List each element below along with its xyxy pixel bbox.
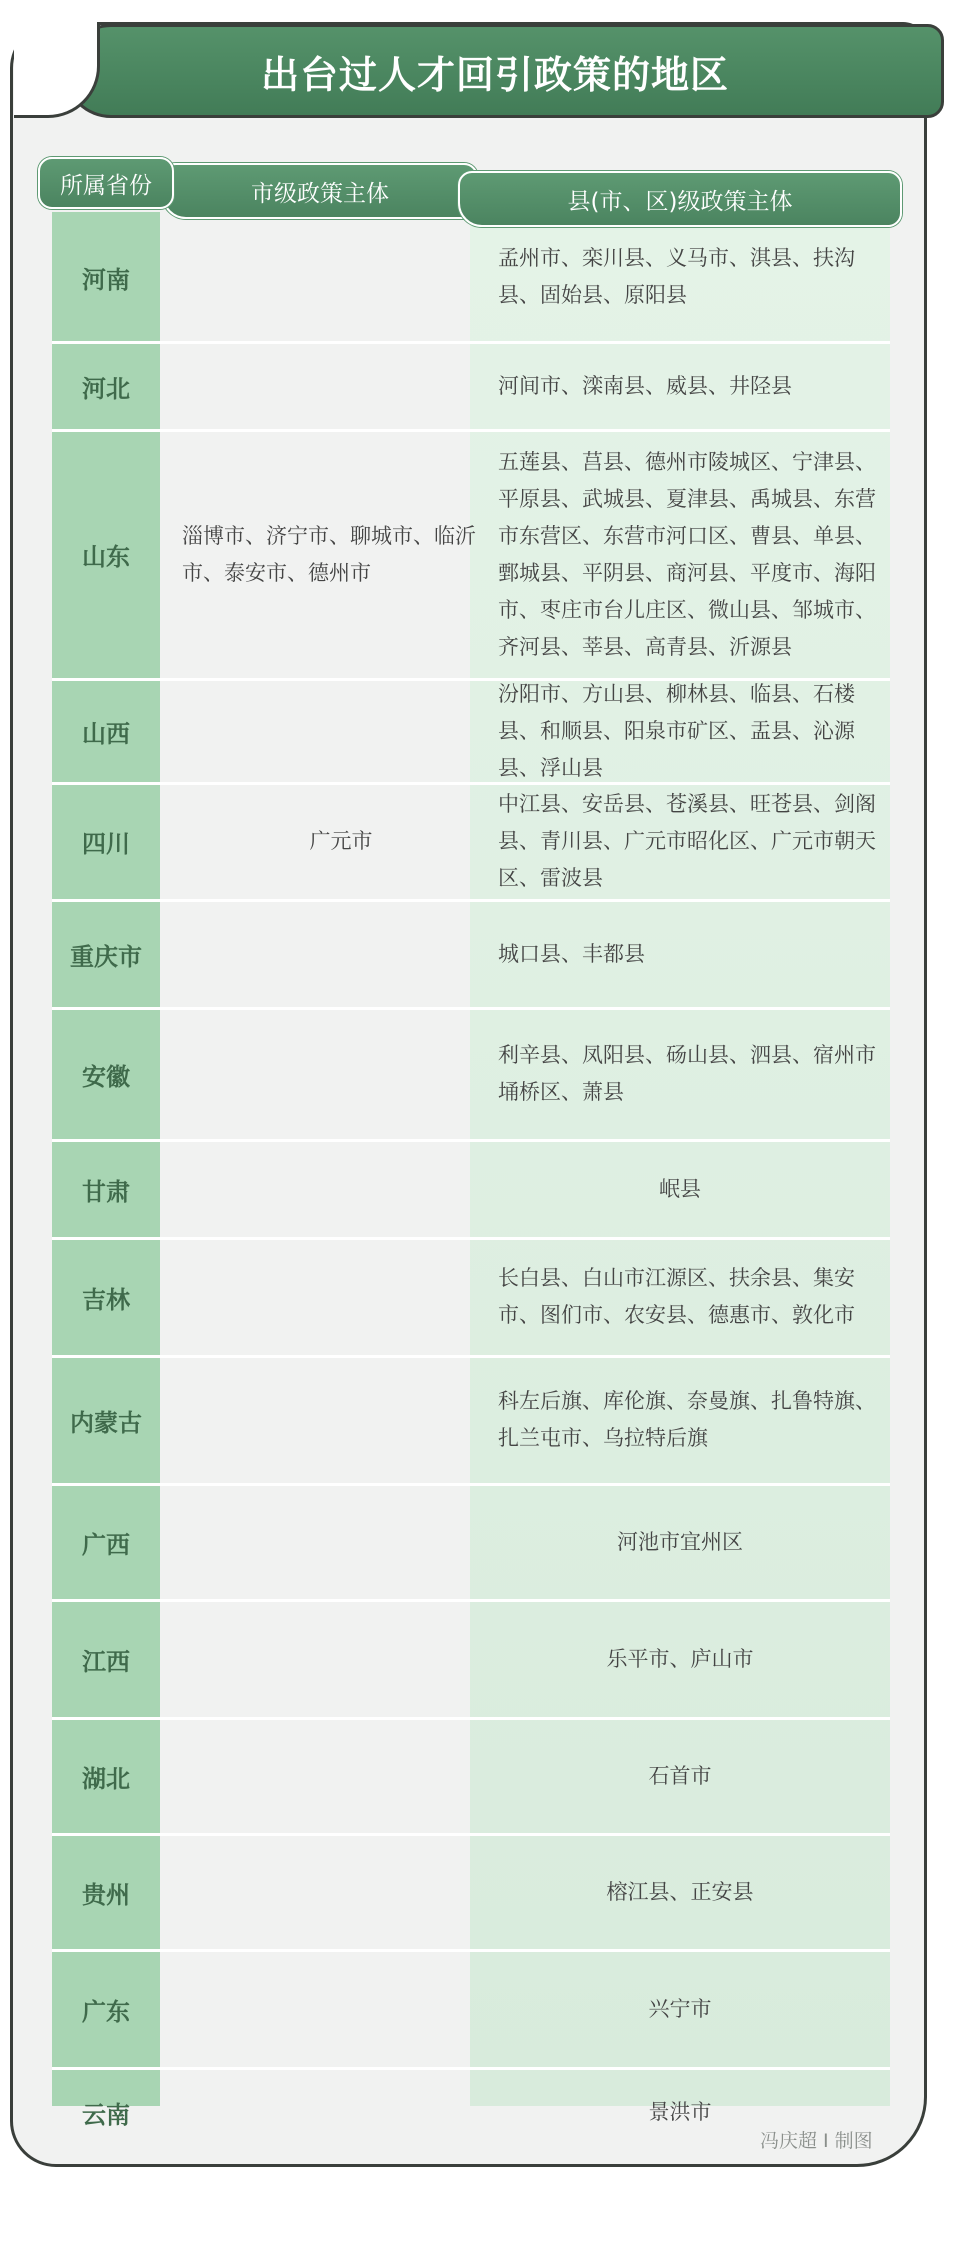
city-cell: [160, 679, 522, 783]
city-cell: [160, 1008, 522, 1140]
credit-text: 冯庆超 I 制图: [760, 2130, 873, 2152]
county-cell-text: 科左后旗、库伦旗、奈曼旗、扎鲁特旗、扎兰屯市、乌拉特后旗: [498, 1389, 876, 1450]
province-cell: 贵州: [82, 1880, 130, 1909]
province-cell: 湖北: [82, 1764, 130, 1793]
header-city: 市级政策主体: [162, 163, 478, 219]
province-cell: 四川: [82, 830, 130, 858]
county-cell: [470, 900, 890, 1008]
city-cell: [160, 1484, 522, 1600]
city-cell: [160, 900, 522, 1008]
province-cell: 重庆市: [70, 942, 142, 971]
county-cell-text: 景洪市: [648, 2099, 712, 2124]
table-row: [52, 783, 890, 900]
province-cell: 广东: [82, 1997, 130, 2026]
province-cell: 内蒙古: [70, 1408, 142, 1437]
county-cell-text: 石首市: [648, 1763, 712, 1788]
city-cell: [160, 212, 522, 342]
county-cell: [470, 342, 890, 430]
county-cell: [470, 1718, 890, 1834]
county-cell-text: 城口县、丰都县: [498, 941, 645, 966]
table-row: [52, 1600, 890, 1718]
county-cell: [470, 1834, 890, 1950]
county-cell-text: 利辛县、凤阳县、砀山县、泗县、宿州市埇桥区、萧县: [498, 1043, 876, 1104]
county-cell-text: 中江县、安岳县、苍溪县、旺苍县、剑阁县、青川县、广元市昭化区、广元市朝天区、雷波县: [498, 792, 876, 890]
county-cell-text: 岷县: [659, 1176, 701, 1201]
city-cell-text: 广元市: [309, 829, 373, 853]
city-cell: [160, 1238, 522, 1356]
county-cell-text: 河池市宜州区: [617, 1529, 743, 1554]
table-row: [52, 900, 890, 1008]
county-cell-text: 汾阳市、方山县、柳林县、临县、石楼县、和顺县、阳泉市矿区、盂县、沁源县、浮山县: [498, 681, 855, 780]
city-cell: [160, 1356, 522, 1484]
county-cell-text: 孟州市、栾川县、义马市、淇县、扶沟县、固始县、原阳县: [498, 246, 855, 307]
city-cell: [160, 2068, 522, 2156]
county-cell: [470, 430, 890, 679]
table-row: [52, 1718, 890, 1834]
county-cell-text: 乐平市、庐山市: [606, 1646, 754, 1671]
county-cell-text: 兴宁市: [648, 1996, 712, 2021]
table-row: [52, 430, 890, 679]
province-cell: 云南: [82, 2100, 130, 2129]
city-cell: [160, 1140, 522, 1238]
province-cell: 江西: [82, 1647, 130, 1676]
table-row: [52, 342, 890, 430]
province-cell: 广西: [82, 1530, 130, 1559]
city-cell: [160, 430, 522, 679]
table-row: [52, 1484, 890, 1600]
county-cell-text: 榕江县、正安县: [606, 1879, 754, 1904]
city-cell-text: 淄博市、济宁市、聊城市、临沂市、泰安市、德州市: [182, 523, 476, 585]
county-cell-text: 河间市、滦南县、威县、井陉县: [498, 373, 792, 398]
title-banner: [64, 24, 944, 118]
table-row: [52, 1140, 890, 1238]
table-row: [52, 1950, 890, 2068]
city-cell: [160, 1834, 522, 1950]
header-province: 所属省份: [38, 157, 174, 209]
county-cell: [470, 212, 890, 342]
county-cell: [470, 1008, 890, 1140]
header-county: 县(市、区)级政策主体: [458, 171, 902, 227]
table-row: [52, 1356, 890, 1484]
table-row: [52, 212, 890, 342]
county-cell: [470, 1950, 890, 2068]
county-cell: [470, 679, 890, 783]
province-cell: 河南: [82, 265, 130, 294]
city-cell: [160, 1950, 522, 2068]
province-cell: 安徽: [82, 1062, 130, 1091]
county-cell: [470, 1600, 890, 1718]
city-cell: [160, 342, 522, 430]
county-cell-text: 长白县、白山市江源区、扶余县、集安市、图们市、农安县、德惠市、敦化市: [498, 1266, 855, 1327]
county-cell: [470, 1356, 890, 1484]
province-cell: 山东: [82, 543, 130, 571]
city-cell: [160, 1718, 522, 1834]
province-cell: 河北: [82, 374, 130, 403]
table-row: [52, 1238, 890, 1356]
county-cell: [470, 1238, 890, 1356]
province-cell: 吉林: [82, 1285, 130, 1314]
county-cell: [470, 1140, 890, 1238]
county-cell-text: 五莲县、莒县、德州市陵城区、宁津县、平原县、武城县、夏津县、禹城县、东营市东营区、东营市河口区、曹县、单县、鄄城县、平阴县、商河县、平度市、海阳市、枣庄市台儿庄区、微山县、邹城市、齐河县、莘县、高青县、沂源县: [498, 449, 876, 659]
table-row: [52, 679, 890, 783]
county-cell: [470, 1484, 890, 1600]
city-cell: [160, 1600, 522, 1718]
city-cell: [160, 783, 522, 900]
province-cell: 甘肃: [82, 1177, 130, 1206]
county-cell: [470, 783, 890, 900]
table-row: [52, 1834, 890, 1950]
table-row: [52, 1008, 890, 1140]
page-title: 出台过人才回引政策的地区: [260, 52, 729, 97]
province-cell: 山西: [82, 719, 130, 748]
